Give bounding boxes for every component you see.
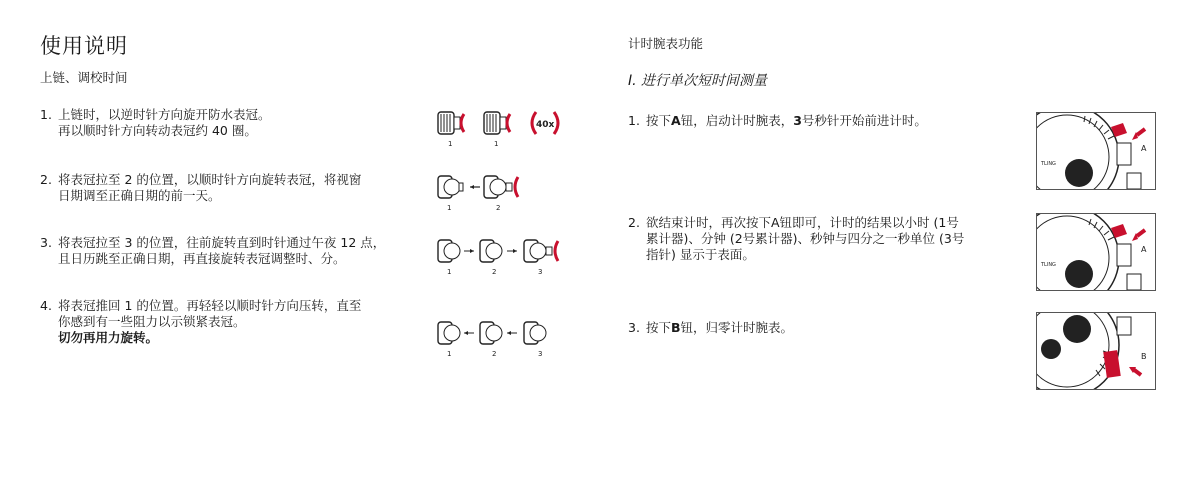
warning-line: 切勿再用力旋转。 bbox=[58, 330, 159, 345]
watch-button-label: A bbox=[1141, 245, 1147, 254]
watch-button-label: A bbox=[1141, 144, 1147, 153]
position-label: 3 bbox=[538, 350, 543, 358]
step-line: 再以顺时针方向转动表冠约 40 圈。 bbox=[58, 123, 257, 138]
crown-illustration-2 bbox=[432, 172, 532, 214]
arrow-right-icon bbox=[513, 249, 517, 253]
step-line: 你感到有一些阻力以示锁紧表冠。 bbox=[58, 314, 246, 329]
position-label: 1 bbox=[447, 268, 452, 276]
step-line: 按下A钮，启动计时腕表，3号秒针开始前进计时。 bbox=[646, 113, 927, 128]
crown-icon bbox=[484, 176, 518, 198]
step-line: 将表冠拉至 2 的位置，以顺时针方向旋转表冠，将视窗 bbox=[58, 172, 362, 187]
step-number: 2. bbox=[628, 215, 640, 230]
step-line: 且日历跳至正确日期，再直接旋转表冠调整时、分。 bbox=[58, 251, 346, 266]
crown-icon bbox=[524, 322, 546, 344]
crown-icon bbox=[480, 240, 502, 262]
step-line: 日期调至正确日期的前一天。 bbox=[58, 188, 221, 203]
step-number: 4. bbox=[40, 298, 52, 313]
crown-icon bbox=[438, 322, 460, 344]
section-subtitle: 上链、调校时间 bbox=[40, 70, 128, 85]
pusher-label: B bbox=[671, 320, 681, 335]
step-line: 累计器)、分钟 (2号累计器)、秒钟与四分之一秒单位 (3号 bbox=[646, 231, 965, 246]
crown-icon bbox=[438, 176, 463, 198]
position-label: 2 bbox=[496, 204, 501, 212]
position-label: 1 bbox=[447, 204, 452, 212]
crown-illustration-1 bbox=[432, 108, 567, 150]
step-number: 2. bbox=[40, 172, 52, 187]
rotation-arrow-icon bbox=[532, 112, 558, 134]
chrono-step-3 bbox=[628, 320, 1018, 336]
position-label: 3 bbox=[538, 268, 543, 276]
section-subtitle: I. 进行单次短时间测量 bbox=[628, 73, 768, 89]
chrono-step-2 bbox=[628, 215, 1028, 263]
instruction-step-4 bbox=[40, 298, 430, 346]
step-line: 按下B钮，归零计时腕表。 bbox=[646, 320, 794, 335]
instruction-step-2 bbox=[40, 172, 430, 204]
watch-illustration-reset bbox=[1036, 312, 1156, 390]
arrow-left-icon bbox=[507, 331, 511, 335]
step-number: 3. bbox=[40, 235, 52, 250]
page-title: 使用说明 bbox=[40, 34, 128, 58]
step-line: 将表冠拉至 3 的位置，往前旋转直到时针通过午夜 12 点， bbox=[58, 235, 386, 250]
crown-icon bbox=[438, 112, 464, 134]
crown-icon bbox=[524, 240, 558, 262]
watch-illustration-stop bbox=[1036, 213, 1156, 291]
svg-text:TLING: TLING bbox=[1041, 262, 1056, 268]
crown-icon bbox=[480, 322, 502, 344]
step-line: 将表冠推回 1 的位置。再轻轻以顺时针方向压转，直至 bbox=[58, 298, 362, 313]
crown-illustration-3 bbox=[432, 236, 567, 278]
step-number: 3. bbox=[628, 320, 640, 335]
section-title: 计时腕表功能 bbox=[628, 36, 704, 51]
crown-illustration-4 bbox=[432, 318, 567, 360]
step-line: 指针) 显示于表面。 bbox=[646, 247, 755, 262]
svg-text:TLING: TLING bbox=[1041, 161, 1056, 167]
turns-badge: 40x bbox=[536, 120, 555, 130]
position-label: 1 bbox=[448, 140, 453, 148]
position-label: 1 bbox=[447, 350, 452, 358]
arrow-left-icon bbox=[470, 185, 474, 189]
position-label: 1 bbox=[494, 140, 499, 148]
step-line: 上链时，以逆时针方向旋开防水表冠。 bbox=[58, 107, 271, 122]
step-number: 1. bbox=[628, 113, 640, 128]
crown-icon bbox=[438, 240, 460, 262]
watch-illustration-start bbox=[1036, 112, 1156, 190]
instruction-step-1 bbox=[40, 107, 430, 139]
position-label: 2 bbox=[492, 350, 497, 358]
chrono-step-1 bbox=[628, 113, 1018, 129]
instruction-step-3 bbox=[40, 235, 435, 267]
arrow-left-icon bbox=[464, 331, 468, 335]
crown-icon bbox=[484, 112, 510, 134]
position-label: 2 bbox=[492, 268, 497, 276]
watch-button-label: B bbox=[1141, 352, 1147, 361]
step-line: 欲结束计时，再次按下A钮即可，计时的结果以小时 (1号 bbox=[646, 215, 959, 230]
pusher-label: A bbox=[671, 113, 681, 128]
step-number: 1. bbox=[40, 107, 52, 122]
arrow-right-icon bbox=[470, 249, 474, 253]
